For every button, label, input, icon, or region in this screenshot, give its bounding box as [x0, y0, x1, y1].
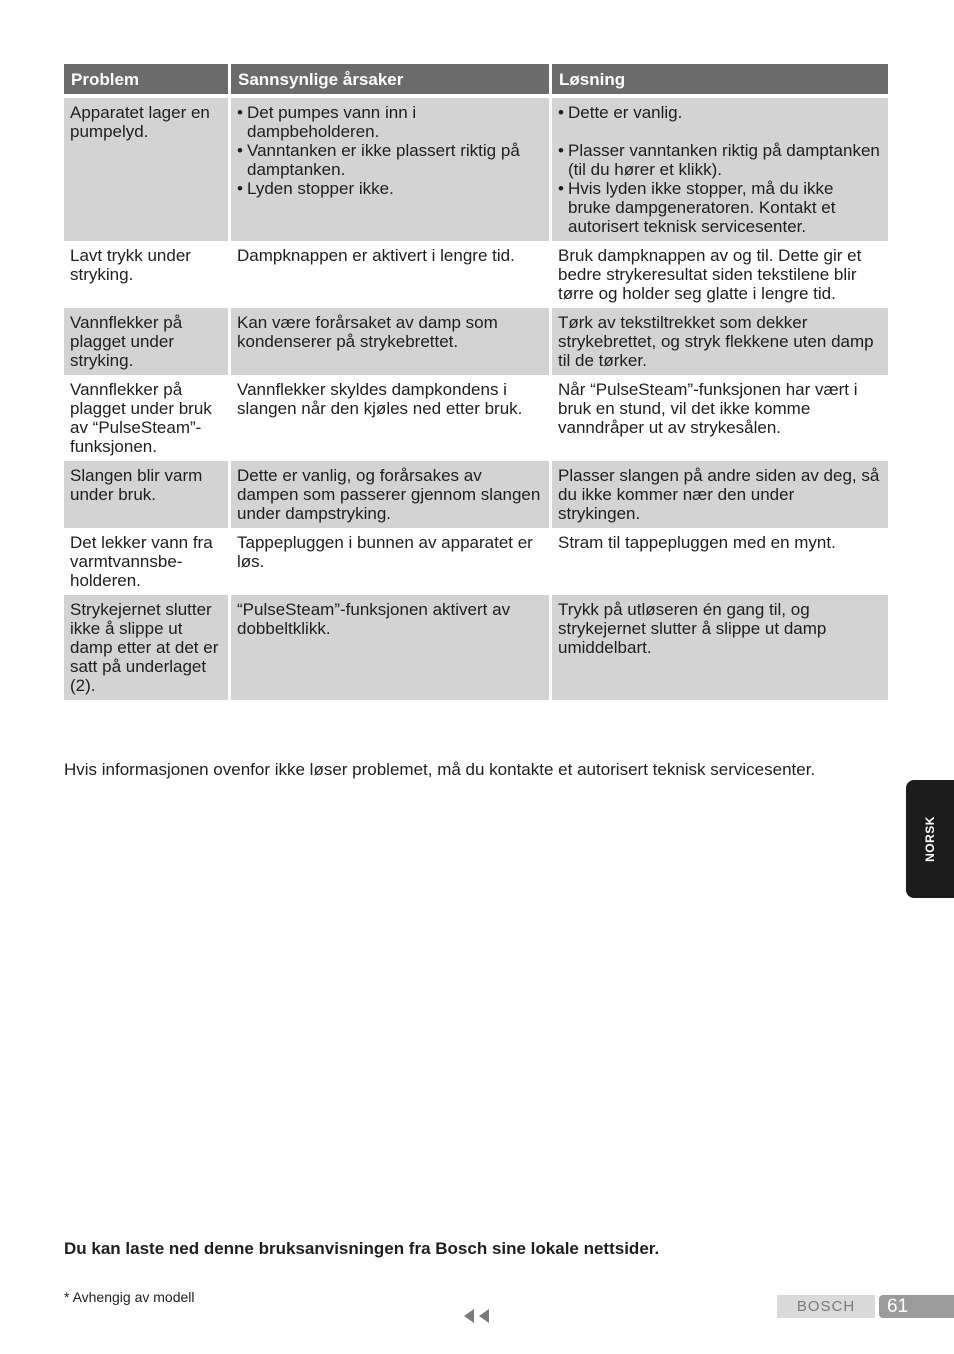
solution-cell: Tørk av tekstiltrekket som dekker strykebrettet, og stryk flekkene uten damp til de tørker.: [552, 308, 888, 375]
header-causes: Sannsynlige årsaker: [231, 64, 552, 98]
download-note: Du kan laste ned denne bruksanvisningen fra Bosch sine lokale nettsider.: [64, 1239, 660, 1258]
causes-cell: Tappepluggen i bunnen av apparatet er løs.: [231, 528, 552, 595]
causes-list: [237, 103, 541, 198]
language-tab: [906, 780, 954, 898]
header-solution: Løsning: [552, 64, 888, 98]
troubleshooting-table: [64, 64, 888, 700]
solution-cell: Bruk dampknappen av og til. Dette gir et bedre strykeresultat siden tekstilene blir tørre og holder seg glatte i lengre tid.: [558, 246, 862, 303]
table-row: [64, 308, 888, 375]
problem-cell: Lavt trykk under stryking.: [64, 241, 231, 308]
table-row: [64, 375, 888, 461]
causes-cell: [231, 98, 552, 241]
table-row: [64, 98, 888, 241]
service-note: Hvis informasjonen ovenfor ikke løser problemet, må du kontakte et autorisert teknisk servicesenter.: [64, 760, 816, 779]
solution-cell: Trykk på utløseren én gang til, og strykejernet slutter å slippe ut damp umiddelbart.: [552, 595, 888, 700]
list-item: • Det pumpes vann inn i dampbeholderen.: [237, 103, 541, 141]
language-tab-label: NORSK: [923, 816, 937, 862]
causes-cell: Dette er vanlig, og forårsakes av dampen som passerer gjennom slangen under dampstryking.: [231, 461, 552, 528]
table-header-row: [64, 64, 888, 98]
brand-label: BOSCH: [777, 1295, 875, 1318]
causes-cell: Dampknappen er aktivert i lengre tid.: [231, 241, 552, 308]
problem-cell: Vannflekker på plagget under bruk av “PulseSteam”-funksjonen.: [64, 375, 231, 461]
problem-cell: Strykejernet slutter ikke å slippe ut damp etter at det er satt på underlaget (2).: [64, 595, 231, 700]
solution-cell: Plasser slangen på andre siden av deg, så du ikke kommer nær den under strykingen.: [552, 461, 888, 528]
page-back-icon[interactable]: [463, 1308, 493, 1324]
causes-cell: Vannflekker skyldes dampkondens i slangen når den kjøles ned etter bruk.: [231, 375, 552, 461]
table-row: [64, 241, 888, 308]
list-item: • Hvis lyden ikke stopper, må du ikke bruke dampgeneratoren. Kontakt et autorisert teknisk servicesenter.: [558, 179, 880, 236]
causes-cell: “PulseSteam”-funksjonen aktivert av dobbeltklikk.: [231, 595, 552, 700]
problem-cell: Vannflekker på plagget under stryking.: [64, 308, 231, 375]
header-problem: Problem: [64, 64, 231, 98]
solution-cell: Når “PulseSteam”-funksjonen har vært i bruk en stund, vil det ikke komme vanndråper ut av strykesålen.: [558, 380, 858, 437]
solution-cell: [552, 98, 888, 241]
problem-cell: Slangen blir varm under bruk.: [64, 461, 231, 528]
list-item: • Lyden stopper ikke.: [237, 179, 541, 198]
solution-cell: Stram til tappepluggen med en mynt.: [558, 533, 836, 552]
problem-cell: Apparatet lager en pumpelyd.: [64, 98, 231, 241]
page-number: 61: [879, 1295, 954, 1318]
table-row: [64, 461, 888, 528]
problem-cell: Det lekker vann fra varmtvannsbe-holderen.: [64, 528, 231, 595]
list-item: • Dette er vanlig.: [558, 103, 880, 122]
footnote: * Avhengig av modell: [64, 1289, 195, 1305]
solutions-list: [558, 103, 880, 236]
list-item: • Plasser vanntanken riktig på damptanken (til du hører et klikk).: [558, 141, 880, 179]
list-item: • Vanntanken er ikke plassert riktig på damptanken.: [237, 141, 541, 179]
causes-cell: Kan være forårsaket av damp som kondenserer på strykebrettet.: [231, 308, 552, 375]
table-row: [64, 595, 888, 700]
table-row: [64, 528, 888, 595]
